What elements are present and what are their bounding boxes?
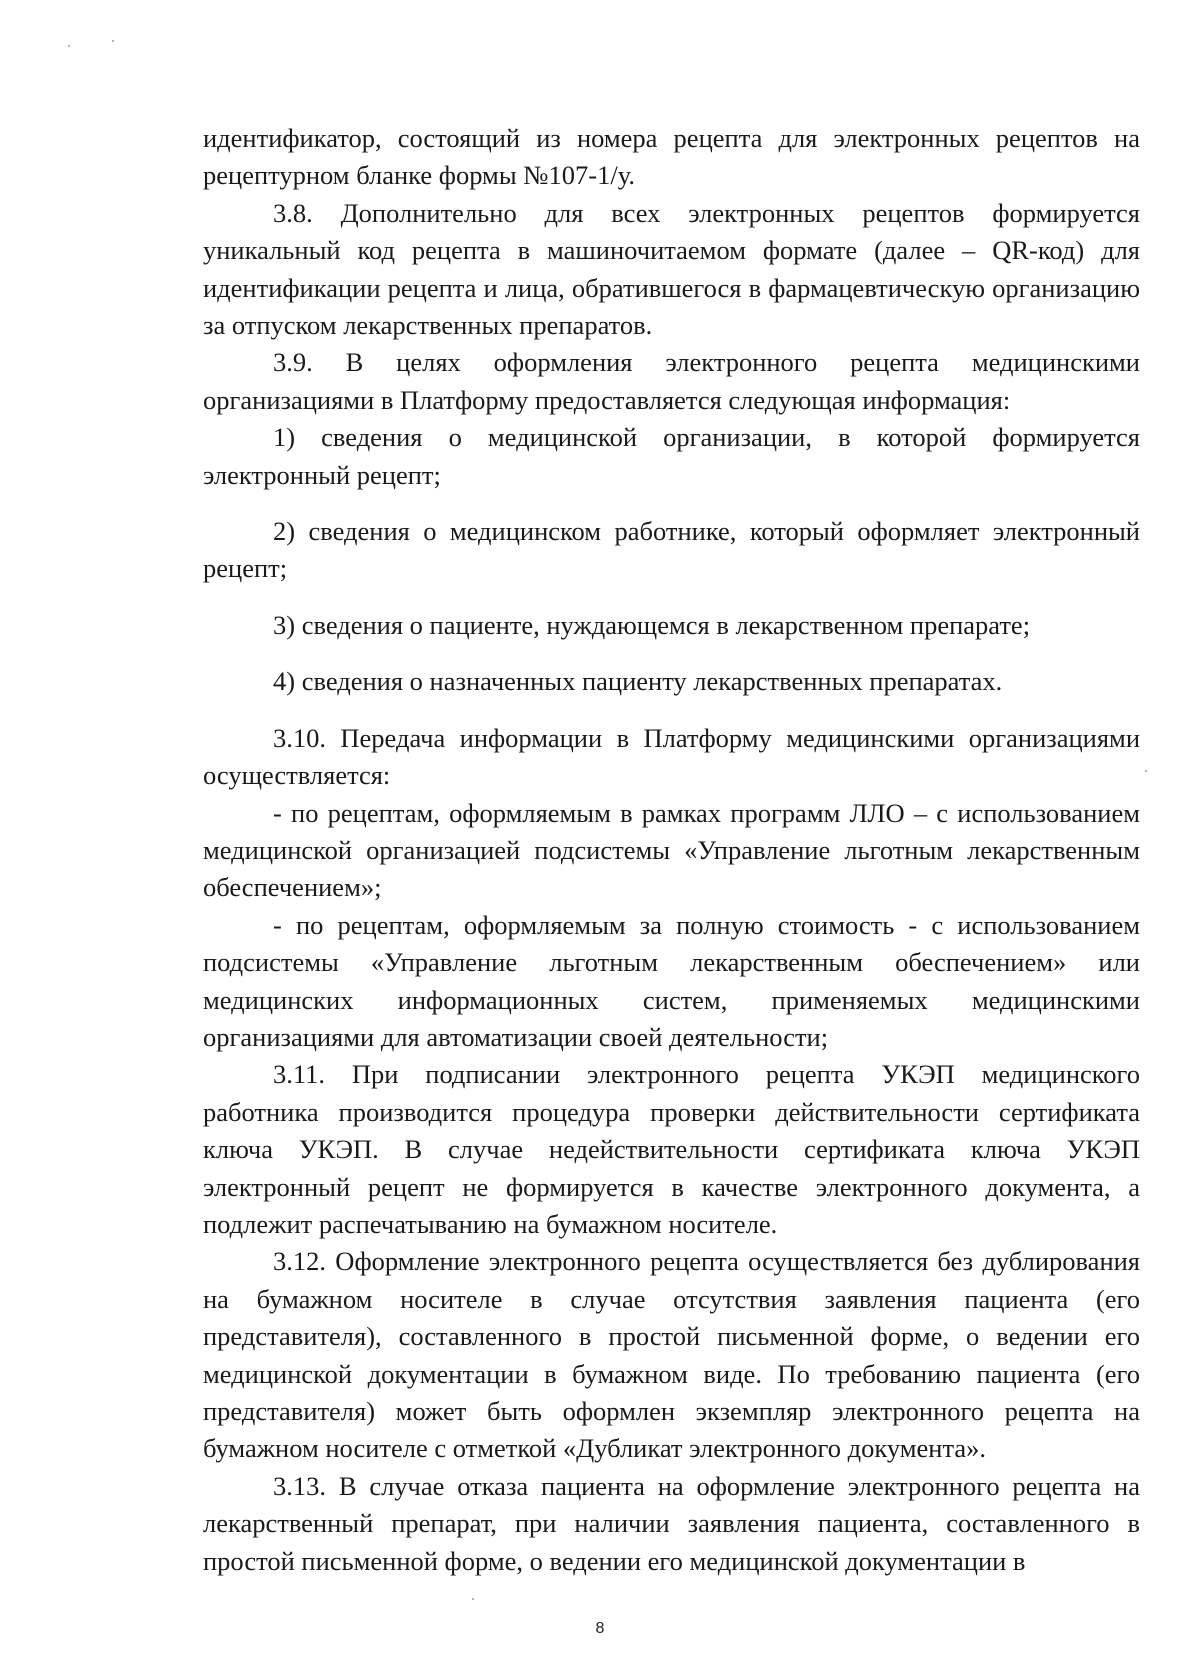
spacer <box>203 701 1140 720</box>
scan-speck <box>112 40 114 42</box>
paragraph-3-11: 3.11. При подписании электронного рецепта УКЭП медицинского работника производится процедура проверки действительности сертификата ключа УКЭП. В случае недействительности сертификата ключа УКЭП электронный рецепт не формируется в качестве электронного документа, а подлежит распечатыванию на бумажном носителе. <box>203 1059 1140 1239</box>
scan-speck <box>68 45 70 47</box>
paragraph-3-8: 3.8. Дополнительно для всех электронных рецептов формируется уникальный код рецепта в машиночитаемом формате (далее – QR-код) для идентификации рецепта и лица, обратившегося в фармацевтическую организацию за отпуском лекарственных препаратов. <box>203 197 1140 341</box>
spacer <box>203 588 1140 607</box>
paragraph-3-13: 3.13. В случае отказа пациента на оформление электронного рецепта на лекарственный препарат, при наличии заявления пациента, составленного в простой письменной форме, о ведении его медицинской документации в <box>203 1470 1140 1576</box>
paragraph-3-10: 3.10. Передача информации в Платформу медицинскими организациями осуществляется: <box>203 722 1140 791</box>
paragraph-3-12: 3.12. Оформление электронного рецепта осуществляется без дублирования на бумажном носителе в случае отсутствия заявления пациента (его представителя), составленного в простой письменной форме, о ведении его медицинской документации в бумажном виде. По требованию пациента (его представителя) может быть оформлен экземпляр электронного рецепта на бумажном носителе с отметкой «Дубликат электронного документа». <box>203 1246 1140 1464</box>
list-item-2: 2) сведения о медицинском работнике, который оформляет электронный рецепт; <box>203 516 1140 584</box>
list-item-4: 4) сведения о назначенных пациенту лекарственных препаратах. <box>273 666 1003 697</box>
list-item-3: 3) сведения о пациенте, нуждающемся в лекарственном препарате; <box>273 609 1031 640</box>
bullet-full-cost-recipes: - по рецептам, оформляемым за полную стоимость - с использованием подсистемы «Управление льготным лекарственным обеспечением» или медицинских информационных систем, применяемых медицинскими организациями для автоматизации своей деятельности; <box>203 909 1140 1052</box>
bullet-llo-recipes: - по рецептам, оформляемым в рамках программ ЛЛО – с использованием медицинской организацией подсистемы «Управление льготным лекарственным обеспечением»; <box>203 797 1140 903</box>
page-number: 8 <box>595 1620 605 1637</box>
paragraph-continuation: идентификатор, состоящий из номера рецепта для электронных рецептов на рецептурном бланке формы №107-1/у. <box>203 123 1140 191</box>
scan-speck <box>1145 770 1147 772</box>
document-body <box>203 120 1140 1580</box>
list-item-1: 1) сведения о медицинской организации, в которой формируется электронный рецепт; <box>203 422 1140 490</box>
spacer <box>203 644 1140 663</box>
paragraph-3-9: 3.9. В целях оформления электронного рецепта медицинскими организациями в Платформу предоставляется следующая информация: <box>203 347 1140 415</box>
spacer <box>203 494 1140 513</box>
scan-speck <box>472 1598 474 1600</box>
